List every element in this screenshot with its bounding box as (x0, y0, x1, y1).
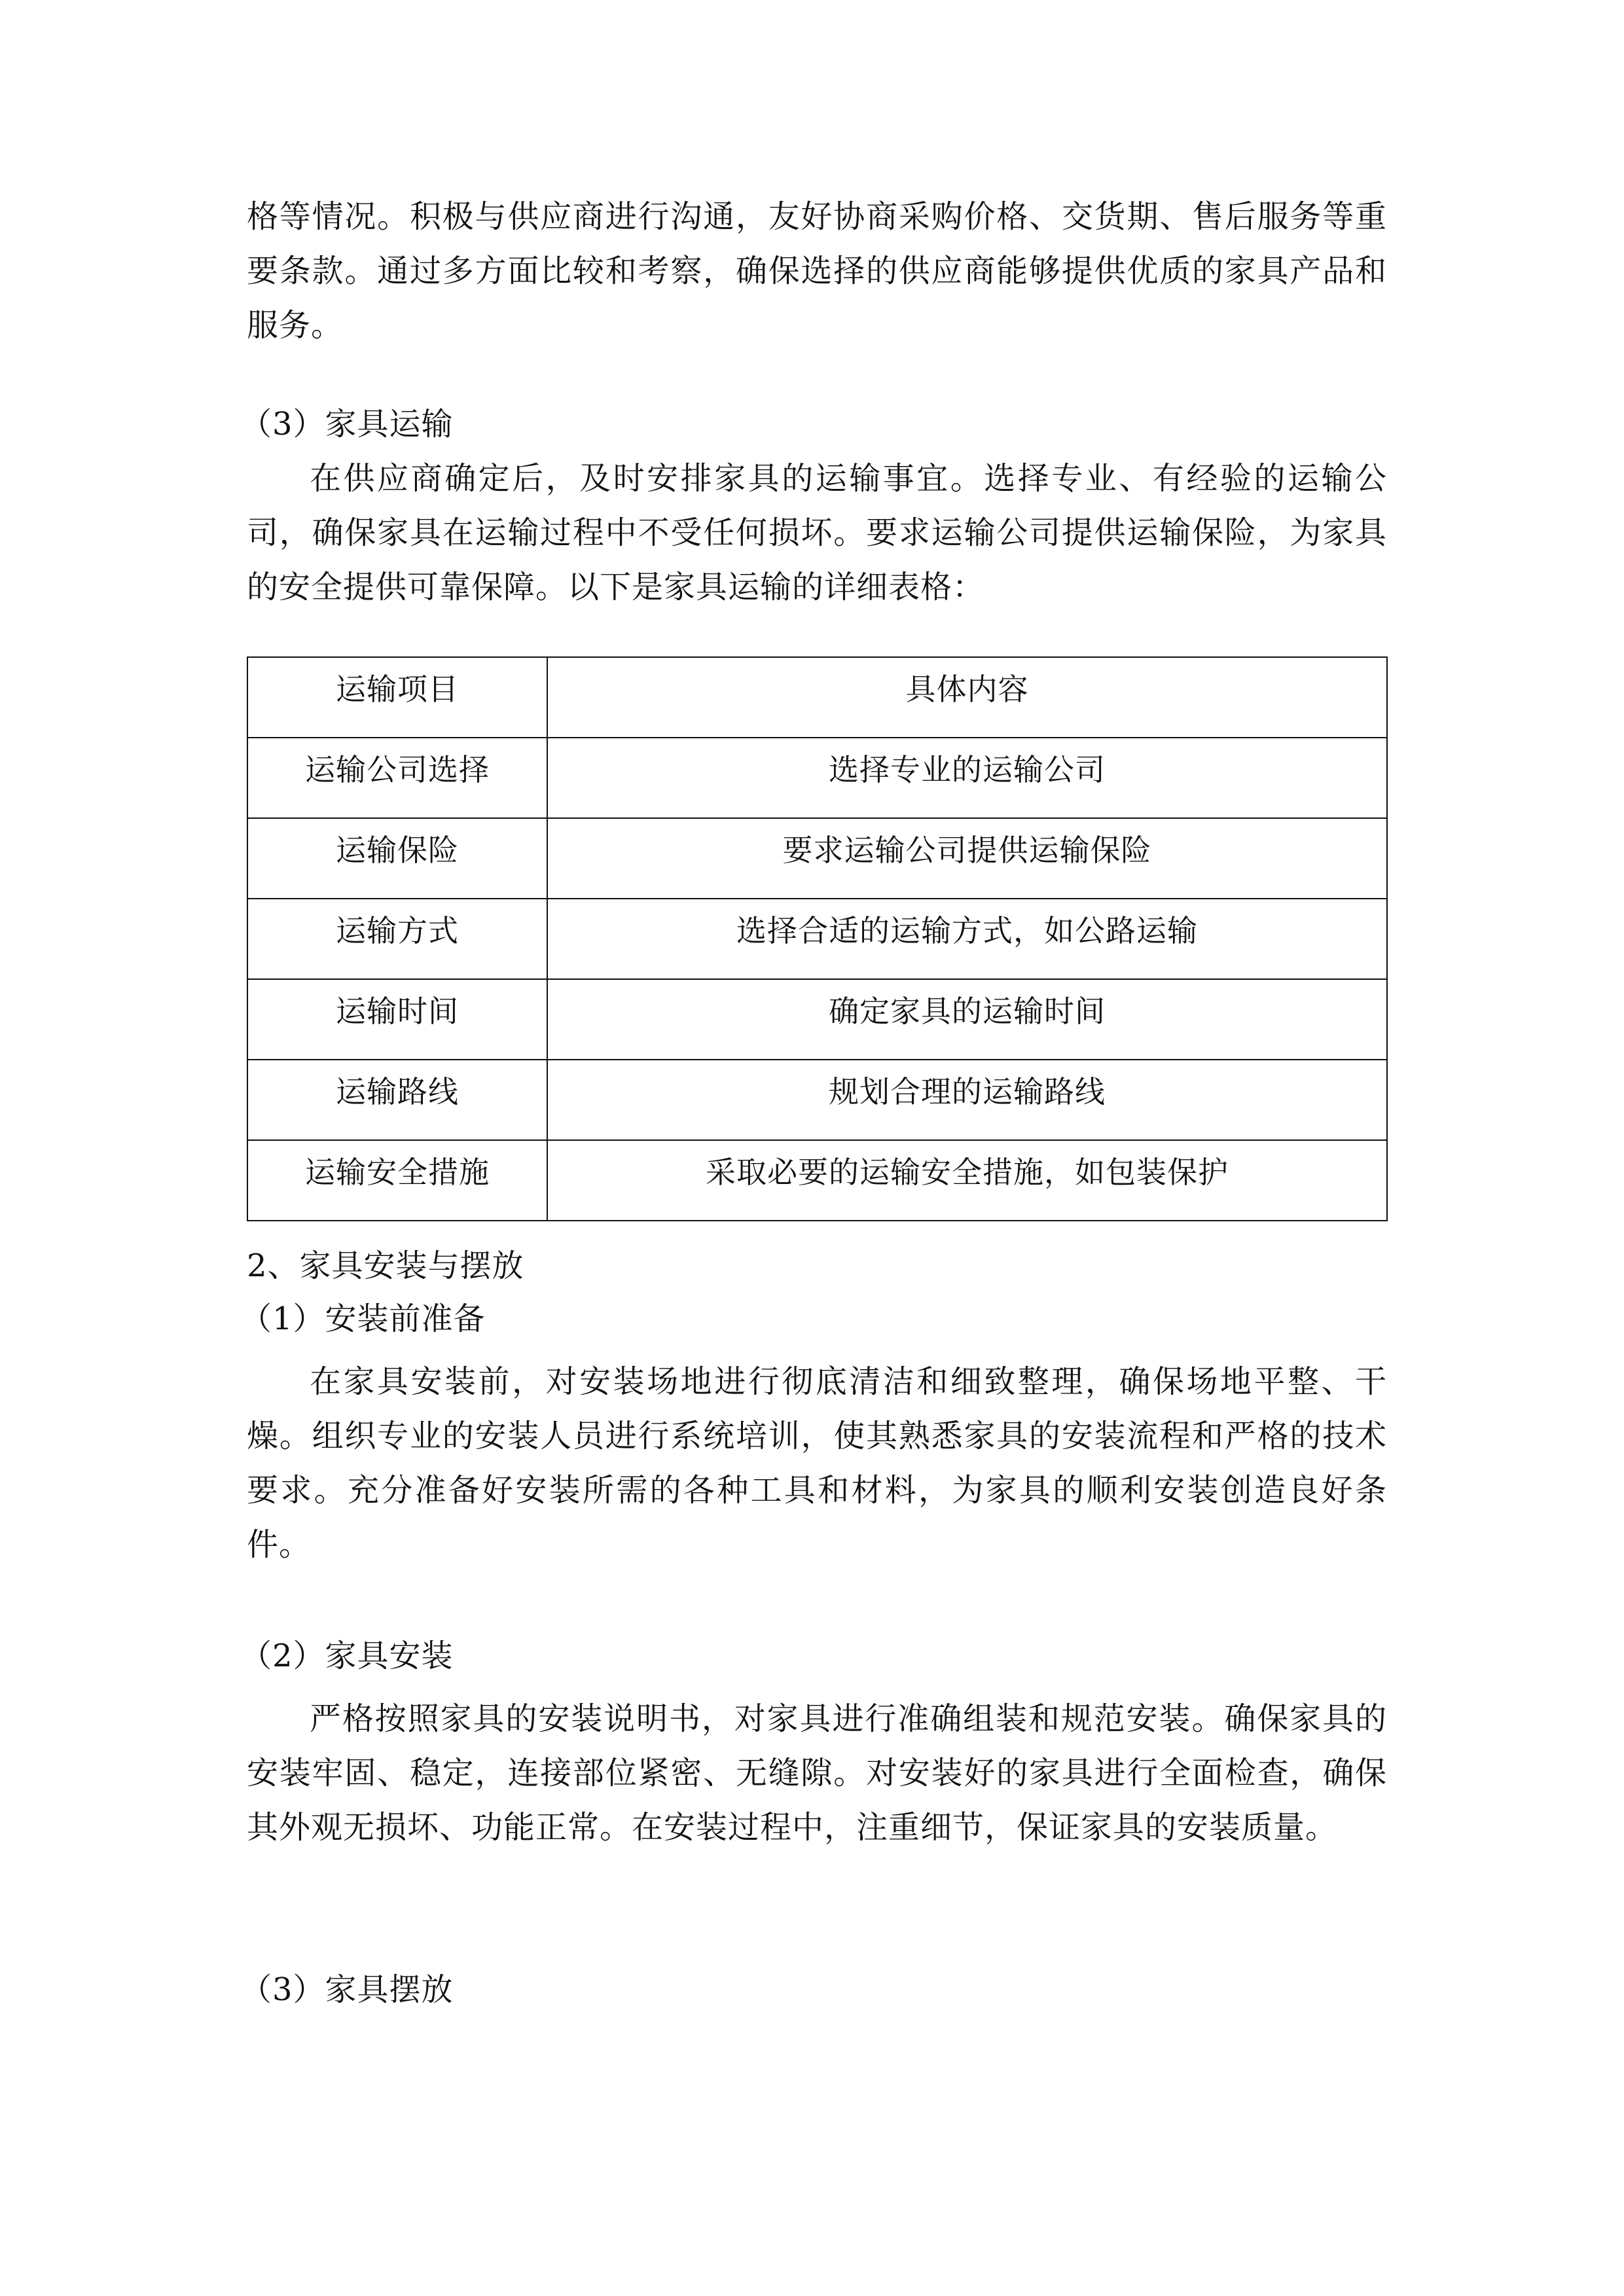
heading-furniture-transport: （3）家具运输 (240, 406, 454, 442)
paragraph-transport-body: 在供应商确定后，及时安排家具的运输事宜。选择专业、有经验的运输公司，确保家具在运输过程中不受任何损坏。要求运输公司提供运输保险，为家具的安全提供可靠保障。以下是家具运输的详细表格： (247, 460, 1387, 605)
cell-text: 运输公司选择 (305, 752, 490, 787)
heading-install-and-placement: 2、家具安装与摆放 (247, 1247, 524, 1284)
cell-text: 运输安全措施 (305, 1155, 490, 1190)
table-cell-content (547, 1140, 1387, 1221)
table-cell-item (247, 818, 547, 899)
heading-pre-install-preparation: （1）安装前准备 (240, 1300, 486, 1337)
paragraph-preparation-body: 在家具安装前，对安装场地进行彻底清洁和细致整理，确保场地平整、干燥。组织专业的安装人员进行系统培训，使其熟悉家具的安装流程和严格的技术要求。充分准备好安装所需的各种工具和材料，为家具的顺利安装创造良好条件。 (247, 1363, 1387, 1563)
table-row (247, 818, 1387, 899)
table-cell-item (247, 1060, 547, 1140)
table-cell-content (547, 979, 1387, 1060)
table-row (247, 979, 1387, 1060)
table-cell-item (247, 1140, 547, 1221)
cell-text: 运输路线 (336, 1074, 459, 1109)
table-cell-content (547, 1060, 1387, 1140)
table-row (247, 1060, 1387, 1140)
header-label: 运输项目 (336, 672, 459, 707)
table-cell-content (547, 818, 1387, 899)
transport-table (247, 656, 1388, 1221)
table-row (247, 899, 1387, 979)
cell-text: 运输保险 (336, 833, 459, 868)
cell-text: 规划合理的运输路线 (829, 1074, 1106, 1109)
cell-text: 采取必要的运输安全措施，如包装保护 (706, 1155, 1229, 1190)
table-cell-item (247, 899, 547, 979)
heading-furniture-installation: （2）家具安装 (240, 1638, 454, 1674)
header-label: 具体内容 (905, 672, 1029, 707)
table-cell-item (247, 979, 547, 1060)
table-cell-content (547, 738, 1387, 818)
table-row (247, 1140, 1387, 1221)
cell-text: 运输时间 (336, 994, 459, 1029)
paragraph-installation-body: 严格按照家具的安装说明书，对家具进行准确组装和规范安装。确保家具的安装牢固、稳定，连接部位紧密、无缝隙。对安装好的家具进行全面检查，确保其外观无损坏、功能正常。在安装过程中，注重细节，保证家具的安装质量。 (247, 1700, 1387, 1846)
heading-furniture-placement: （3）家具摆放 (240, 1971, 454, 2008)
table-cell-item (247, 738, 547, 818)
cell-text: 要求运输公司提供运输保险 (782, 833, 1152, 868)
table-row (247, 738, 1387, 818)
table-cell-content (547, 899, 1387, 979)
cell-text: 运输方式 (336, 913, 459, 948)
table-header-content (547, 657, 1387, 738)
table-header-item (247, 657, 547, 738)
cell-text: 选择合适的运输方式，如公路运输 (736, 913, 1198, 948)
cell-text: 确定家具的运输时间 (829, 994, 1106, 1029)
table-header-row (247, 657, 1387, 738)
cell-text: 选择专业的运输公司 (829, 752, 1106, 787)
paragraph-supplier-continued: 格等情况。积极与供应商进行沟通，友好协商采购价格、交货期、售后服务等重要条款。通过多方面比较和考察，确保选择的供应商能够提供优质的家具产品和服务。 (247, 198, 1387, 344)
